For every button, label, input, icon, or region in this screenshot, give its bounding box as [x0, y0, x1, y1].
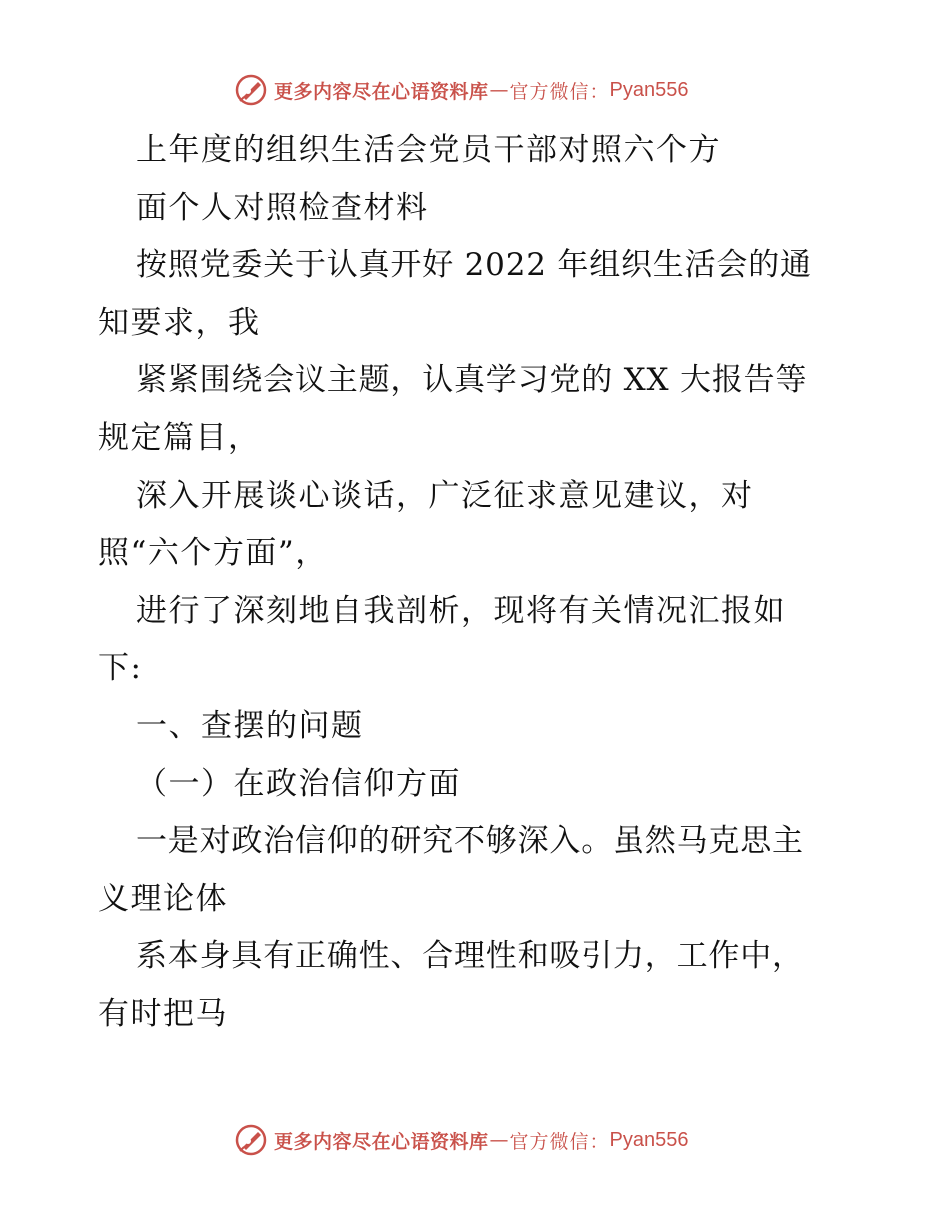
paragraph-line: 紧紧围绕会议主题，认真学习党的 XX 大报告等 [136, 362, 808, 399]
paragraph-line: 规定篇目， [98, 419, 261, 456]
document-body [98, 122, 858, 1044]
watermark-contact-id: Pyan556 [609, 1128, 689, 1151]
paragraph-line: 按照党委关于认真开好 2022 年组织生活会的通 [136, 247, 812, 284]
watermark-brand: 更多内容尽在心语资料库 [274, 80, 489, 103]
paragraph-line: 深入开展谈心谈话，广泛征求意见建议，对 [136, 477, 754, 514]
paragraph-line: 一是对政治信仰的研究不够深入。虽然马克思主 [136, 823, 804, 860]
quill-logo-icon [234, 1123, 268, 1157]
paragraph-line: 义理论体 [98, 880, 228, 917]
paragraph-line: 下: [98, 650, 143, 687]
footer-watermark [234, 1122, 689, 1158]
watermark-brand: 更多内容尽在心语资料库 [274, 1130, 489, 1153]
watermark-contact-label: 官方微信： [509, 80, 610, 103]
paragraph-line: 照“六个方面”， [98, 535, 328, 572]
quill-logo-icon [234, 73, 268, 107]
watermark-contact-label: 官方微信： [509, 1130, 610, 1153]
header-watermark [234, 72, 689, 108]
paragraph-line: 知要求，我 [98, 304, 261, 341]
section-heading: 一、查摆的问题 [136, 707, 364, 744]
subsection-heading: （一）在政治信仰方面 [136, 765, 461, 802]
watermark-dash: — [489, 1129, 509, 1151]
paragraph-line: 进行了深刻地自我剖析，现将有关情况汇报如 [136, 592, 786, 629]
title-line-1: 上年度的组织生活会党员干部对照六个方 [136, 132, 721, 168]
paragraph-line: 系本身具有正确性、合理性和吸引力，工作中， [136, 938, 804, 975]
watermark-contact-id: Pyan556 [609, 78, 689, 101]
title-line-2: 面个人对照检查材料 [136, 189, 429, 226]
paragraph-line: 有时把马 [98, 995, 228, 1032]
watermark-dash: — [489, 79, 509, 101]
